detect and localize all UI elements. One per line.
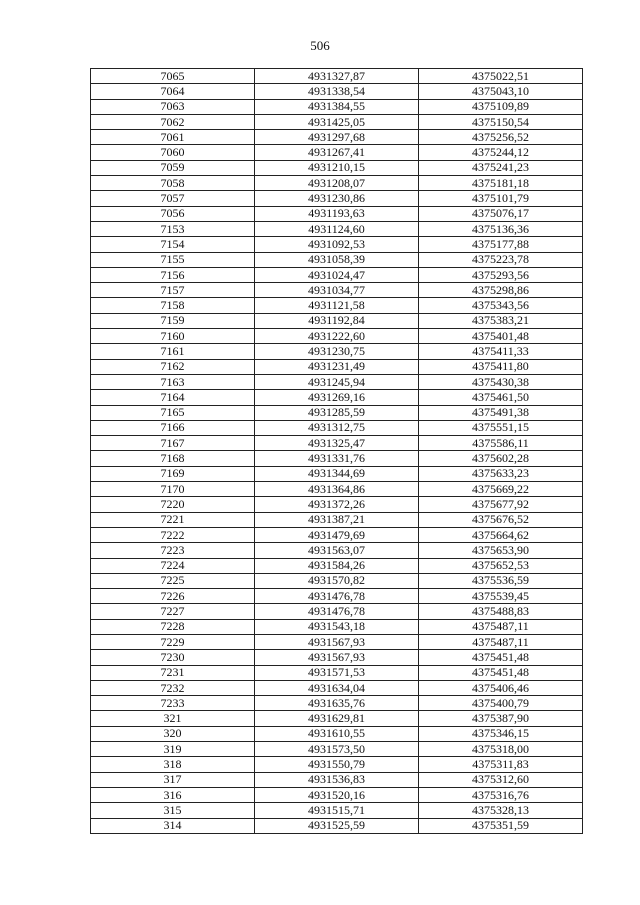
x-coordinate-cell: 4931121,58 (255, 298, 419, 313)
point-number-cell: 7061 (91, 130, 255, 145)
x-coordinate-cell: 4931364,86 (255, 482, 419, 497)
table-row (91, 69, 583, 84)
x-coordinate-cell: 4931338,54 (255, 84, 419, 99)
point-number-cell: 7156 (91, 267, 255, 282)
point-number-cell: 7059 (91, 160, 255, 175)
x-coordinate-cell: 4931058,39 (255, 252, 419, 267)
y-coordinate-cell: 4375387,90 (419, 711, 583, 726)
y-coordinate-cell: 4375150,54 (419, 114, 583, 129)
y-coordinate-cell: 4375451,48 (419, 665, 583, 680)
point-number-cell: 7231 (91, 665, 255, 680)
point-number-cell: 7060 (91, 145, 255, 160)
point-number-cell: 7056 (91, 206, 255, 221)
table-row (91, 313, 583, 328)
x-coordinate-cell: 4931610,55 (255, 726, 419, 741)
y-coordinate-cell: 4375536,59 (419, 573, 583, 588)
table-row (91, 604, 583, 619)
y-coordinate-cell: 4375177,88 (419, 237, 583, 252)
point-number-cell: 316 (91, 787, 255, 802)
x-coordinate-cell: 4931543,18 (255, 619, 419, 634)
x-coordinate-cell: 4931208,07 (255, 176, 419, 191)
x-coordinate-cell: 4931192,84 (255, 313, 419, 328)
table-row (91, 466, 583, 481)
table-row (91, 726, 583, 741)
table-row (91, 283, 583, 298)
y-coordinate-cell: 4375400,79 (419, 696, 583, 711)
table-row (91, 176, 583, 191)
y-coordinate-cell: 4375669,22 (419, 482, 583, 497)
x-coordinate-cell: 4931520,16 (255, 787, 419, 802)
x-coordinate-cell: 4931124,60 (255, 221, 419, 236)
x-coordinate-cell: 4931372,26 (255, 497, 419, 512)
coordinates-table-body (91, 69, 583, 834)
point-number-cell: 7159 (91, 313, 255, 328)
table-row (91, 619, 583, 634)
table-row (91, 99, 583, 114)
x-coordinate-cell: 4931387,21 (255, 512, 419, 527)
x-coordinate-cell: 4931267,41 (255, 145, 419, 160)
point-number-cell: 315 (91, 803, 255, 818)
y-coordinate-cell: 4375298,86 (419, 283, 583, 298)
point-number-cell: 7057 (91, 191, 255, 206)
page-number: 506 (310, 38, 330, 53)
point-number-cell: 7221 (91, 512, 255, 527)
y-coordinate-cell: 4375241,23 (419, 160, 583, 175)
table-row (91, 696, 583, 711)
point-number-cell: 7224 (91, 558, 255, 573)
y-coordinate-cell: 4375043,10 (419, 84, 583, 99)
point-number-cell: 7063 (91, 99, 255, 114)
point-number-cell: 7222 (91, 527, 255, 542)
x-coordinate-cell: 4931584,26 (255, 558, 419, 573)
x-coordinate-cell: 4931193,63 (255, 206, 419, 221)
point-number-cell: 7166 (91, 420, 255, 435)
y-coordinate-cell: 4375491,38 (419, 405, 583, 420)
x-coordinate-cell: 4931230,86 (255, 191, 419, 206)
x-coordinate-cell: 4931425,05 (255, 114, 419, 129)
point-number-cell: 314 (91, 818, 255, 833)
point-number-cell: 7158 (91, 298, 255, 313)
table-row (91, 589, 583, 604)
y-coordinate-cell: 4375411,80 (419, 359, 583, 374)
point-number-cell: 7168 (91, 451, 255, 466)
y-coordinate-cell: 4375136,36 (419, 221, 583, 236)
point-number-cell: 7230 (91, 650, 255, 665)
y-coordinate-cell: 4375293,56 (419, 267, 583, 282)
x-coordinate-cell: 4931525,59 (255, 818, 419, 833)
y-coordinate-cell: 4375411,33 (419, 344, 583, 359)
y-coordinate-cell: 4375101,79 (419, 191, 583, 206)
point-number-cell: 7161 (91, 344, 255, 359)
table-row (91, 191, 583, 206)
x-coordinate-cell: 4931536,83 (255, 772, 419, 787)
point-number-cell: 7226 (91, 589, 255, 604)
table-row (91, 497, 583, 512)
x-coordinate-cell: 4931245,94 (255, 374, 419, 389)
table-row (91, 451, 583, 466)
table-row (91, 160, 583, 175)
table-row (91, 374, 583, 389)
y-coordinate-cell: 4375343,56 (419, 298, 583, 313)
point-number-cell: 7165 (91, 405, 255, 420)
point-number-cell: 7227 (91, 604, 255, 619)
table-row (91, 344, 583, 359)
point-number-cell: 319 (91, 742, 255, 757)
point-number-cell: 7157 (91, 283, 255, 298)
point-number-cell: 7167 (91, 436, 255, 451)
point-number-cell: 7225 (91, 573, 255, 588)
table-row (91, 527, 583, 542)
y-coordinate-cell: 4375076,17 (419, 206, 583, 221)
x-coordinate-cell: 4931222,60 (255, 329, 419, 344)
point-number-cell: 7228 (91, 619, 255, 634)
point-number-cell: 7229 (91, 634, 255, 649)
x-coordinate-cell: 4931479,69 (255, 527, 419, 542)
y-coordinate-cell: 4375311,83 (419, 757, 583, 772)
x-coordinate-cell: 4931571,53 (255, 665, 419, 680)
y-coordinate-cell: 4375109,89 (419, 99, 583, 114)
table-row (91, 787, 583, 802)
y-coordinate-cell: 4375586,11 (419, 436, 583, 451)
point-number-cell: 7233 (91, 696, 255, 711)
y-coordinate-cell: 4375487,11 (419, 619, 583, 634)
table-row (91, 543, 583, 558)
point-number-cell: 320 (91, 726, 255, 741)
point-number-cell: 7163 (91, 374, 255, 389)
y-coordinate-cell: 4375461,50 (419, 390, 583, 405)
point-number-cell: 7153 (91, 221, 255, 236)
table-row (91, 482, 583, 497)
x-coordinate-cell: 4931563,07 (255, 543, 419, 558)
y-coordinate-cell: 4375406,46 (419, 680, 583, 695)
x-coordinate-cell: 4931550,79 (255, 757, 419, 772)
table-row (91, 405, 583, 420)
y-coordinate-cell: 4375488,83 (419, 604, 583, 619)
y-coordinate-cell: 4375181,18 (419, 176, 583, 191)
table-row (91, 267, 583, 282)
x-coordinate-cell: 4931573,50 (255, 742, 419, 757)
y-coordinate-cell: 4375430,38 (419, 374, 583, 389)
table-row (91, 84, 583, 99)
table-row (91, 436, 583, 451)
table-row (91, 359, 583, 374)
table-row (91, 237, 583, 252)
x-coordinate-cell: 4931515,71 (255, 803, 419, 818)
y-coordinate-cell: 4375539,45 (419, 589, 583, 604)
point-number-cell: 7065 (91, 69, 255, 84)
x-coordinate-cell: 4931092,53 (255, 237, 419, 252)
x-coordinate-cell: 4931210,15 (255, 160, 419, 175)
y-coordinate-cell: 4375244,12 (419, 145, 583, 160)
point-number-cell: 317 (91, 772, 255, 787)
x-coordinate-cell: 4931635,76 (255, 696, 419, 711)
y-coordinate-cell: 4375318,00 (419, 742, 583, 757)
table-row (91, 711, 583, 726)
table-row (91, 757, 583, 772)
y-coordinate-cell: 4375401,48 (419, 329, 583, 344)
y-coordinate-cell: 4375312,60 (419, 772, 583, 787)
table-row (91, 329, 583, 344)
x-coordinate-cell: 4931034,77 (255, 283, 419, 298)
point-number-cell: 321 (91, 711, 255, 726)
x-coordinate-cell: 4931476,78 (255, 589, 419, 604)
table-row (91, 634, 583, 649)
table-row (91, 772, 583, 787)
x-coordinate-cell: 4931325,47 (255, 436, 419, 451)
y-coordinate-cell: 4375351,59 (419, 818, 583, 833)
y-coordinate-cell: 4375653,90 (419, 543, 583, 558)
y-coordinate-cell: 4375316,76 (419, 787, 583, 802)
x-coordinate-cell: 4931629,81 (255, 711, 419, 726)
table-row (91, 573, 583, 588)
point-number-cell: 7064 (91, 84, 255, 99)
point-number-cell: 318 (91, 757, 255, 772)
point-number-cell: 7223 (91, 543, 255, 558)
point-number-cell: 7062 (91, 114, 255, 129)
table-row (91, 298, 583, 313)
coordinates-table (90, 68, 583, 834)
table-row (91, 145, 583, 160)
y-coordinate-cell: 4375664,62 (419, 527, 583, 542)
table-row (91, 650, 583, 665)
y-coordinate-cell: 4375383,21 (419, 313, 583, 328)
point-number-cell: 7058 (91, 176, 255, 191)
x-coordinate-cell: 4931024,47 (255, 267, 419, 282)
y-coordinate-cell: 4375223,78 (419, 252, 583, 267)
y-coordinate-cell: 4375633,23 (419, 466, 583, 481)
point-number-cell: 7162 (91, 359, 255, 374)
table-row (91, 665, 583, 680)
table-row (91, 742, 583, 757)
y-coordinate-cell: 4375487,11 (419, 634, 583, 649)
x-coordinate-cell: 4931231,49 (255, 359, 419, 374)
y-coordinate-cell: 4375451,48 (419, 650, 583, 665)
x-coordinate-cell: 4931230,75 (255, 344, 419, 359)
table-row (91, 558, 583, 573)
point-number-cell: 7164 (91, 390, 255, 405)
x-coordinate-cell: 4931634,04 (255, 680, 419, 695)
table-row (91, 420, 583, 435)
x-coordinate-cell: 4931567,93 (255, 634, 419, 649)
y-coordinate-cell: 4375551,15 (419, 420, 583, 435)
x-coordinate-cell: 4931285,59 (255, 405, 419, 420)
y-coordinate-cell: 4375346,15 (419, 726, 583, 741)
table-row (91, 803, 583, 818)
table-row (91, 221, 583, 236)
table-row (91, 130, 583, 145)
point-number-cell: 7169 (91, 466, 255, 481)
table-row (91, 252, 583, 267)
table-row (91, 680, 583, 695)
point-number-cell: 7154 (91, 237, 255, 252)
x-coordinate-cell: 4931567,93 (255, 650, 419, 665)
y-coordinate-cell: 4375328,13 (419, 803, 583, 818)
table-row (91, 390, 583, 405)
x-coordinate-cell: 4931476,78 (255, 604, 419, 619)
y-coordinate-cell: 4375022,51 (419, 69, 583, 84)
table-row (91, 512, 583, 527)
point-number-cell: 7232 (91, 680, 255, 695)
y-coordinate-cell: 4375676,52 (419, 512, 583, 527)
x-coordinate-cell: 4931570,82 (255, 573, 419, 588)
table-row (91, 818, 583, 833)
point-number-cell: 7160 (91, 329, 255, 344)
y-coordinate-cell: 4375256,52 (419, 130, 583, 145)
x-coordinate-cell: 4931297,68 (255, 130, 419, 145)
x-coordinate-cell: 4931384,55 (255, 99, 419, 114)
point-number-cell: 7155 (91, 252, 255, 267)
x-coordinate-cell: 4931269,16 (255, 390, 419, 405)
x-coordinate-cell: 4931327,87 (255, 69, 419, 84)
x-coordinate-cell: 4931312,75 (255, 420, 419, 435)
x-coordinate-cell: 4931344,69 (255, 466, 419, 481)
y-coordinate-cell: 4375652,53 (419, 558, 583, 573)
y-coordinate-cell: 4375677,92 (419, 497, 583, 512)
table-row (91, 206, 583, 221)
x-coordinate-cell: 4931331,76 (255, 451, 419, 466)
point-number-cell: 7220 (91, 497, 255, 512)
table-row (91, 114, 583, 129)
point-number-cell: 7170 (91, 482, 255, 497)
y-coordinate-cell: 4375602,28 (419, 451, 583, 466)
